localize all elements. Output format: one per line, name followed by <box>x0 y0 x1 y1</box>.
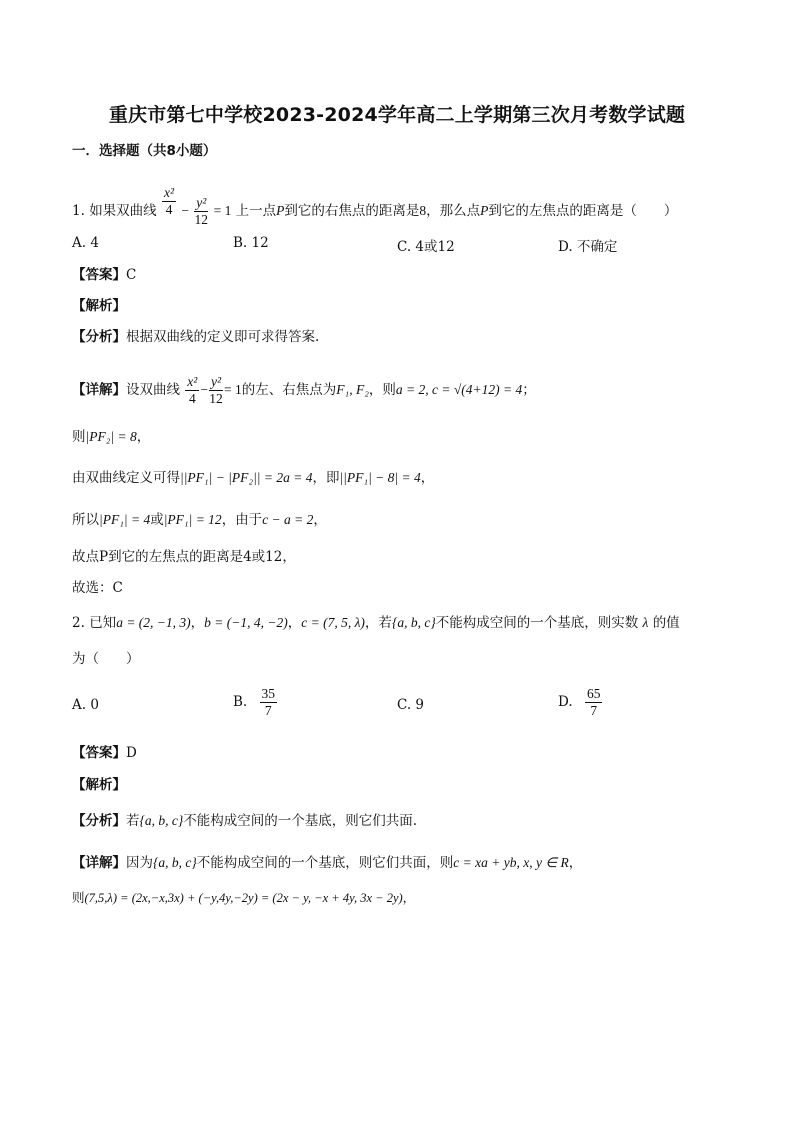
q1-line3-pre: 由双曲线定义可得 <box>72 470 180 486</box>
q1-xiangjie-line6: 故选：C <box>72 580 123 596</box>
q1-frac-x <box>162 185 176 218</box>
q2-last-line <box>72 889 415 907</box>
q1-option-d: D. 不确定 <box>558 239 618 255</box>
section-heading: 一．选择题（共8小题） <box>72 143 217 159</box>
q2-option-d-den: 7 <box>590 703 598 718</box>
q2-option-b-den: 7 <box>264 703 272 718</box>
q2-fenxi-end: 不能构成空间的一个基底，则它们共面. <box>183 813 418 829</box>
q1-line4-mid: ，由于 <box>221 512 263 528</box>
q1-line3-mid: ，即 <box>312 470 340 486</box>
q1-answer <box>72 266 136 284</box>
q1-xiangjie-line3 <box>72 469 434 487</box>
q2-xj-set: {a, b, c} <box>153 855 197 870</box>
q1-eight: 8 <box>419 203 427 218</box>
q1-xj-frac-x <box>185 374 199 407</box>
q1-xj-frac-y <box>209 374 223 407</box>
q1-xj1-post: 的左、右焦点为 <box>241 382 337 398</box>
q1-frac-y <box>194 195 208 228</box>
q1-option-c: C. 4或12 <box>397 239 455 255</box>
q1-xj-frac-y-num: y² <box>210 374 222 389</box>
q1-xj-frac-x-num: x² <box>187 374 198 389</box>
q2-option-c: C. 9 <box>397 697 425 713</box>
q1-answer-value: C <box>126 267 137 283</box>
q1-line4-math1: |PF₁| = 4 <box>99 512 151 527</box>
q1-stem-mid: 上一点 <box>235 203 277 219</box>
q2-option-d-num: 65 <box>586 686 601 701</box>
q2-fenxi <box>72 812 417 830</box>
q1-option-b: B. 12 <box>233 235 269 251</box>
q1-eq: = 1 <box>213 203 232 218</box>
q1-option-a: A. 4 <box>72 235 99 251</box>
q1-frac-y-den: 12 <box>194 212 209 227</box>
q2-last-pre: 则 <box>72 890 85 905</box>
q2-vector-a: a = (2, −1, 3) <box>116 615 191 630</box>
q2-option-b-num: 35 <box>261 686 276 701</box>
q2-xj-end: ， <box>568 855 583 871</box>
q2-stem-end: 不能构成空间的一个基底，则实数 <box>435 615 639 631</box>
q2-answer <box>72 744 137 762</box>
q1-xj-frac-x-den: 4 <box>188 391 196 406</box>
q1-number: 1. <box>72 203 85 219</box>
q2-answer-value: D <box>126 745 137 761</box>
q2-vector-c: c = (7, 5, λ) <box>301 615 365 630</box>
q1-line4-math3: c − a = 2 <box>262 512 314 527</box>
q2-analysis-tag: 【解析】 <box>72 777 126 793</box>
q2-fenxi-set: {a, b, c} <box>139 813 184 828</box>
q1-frac-x-num: x² <box>163 185 175 200</box>
q2-sep1: ， <box>190 615 205 631</box>
q1-line4-pre: 所以 <box>72 512 99 528</box>
q1-analysis-tag: 【解析】 <box>72 298 126 314</box>
q1-fenxi-text: 根据双曲线的定义即可求得答案. <box>126 329 320 345</box>
q1-answer-tag: 【答案】 <box>72 267 126 283</box>
q2-stem-line2: 为（ ） <box>72 651 140 667</box>
q1-xiangjie-line1 <box>72 374 536 407</box>
q1-line3-math1: ||PF₁| − |PF₂|| = 2a = 4 <box>180 470 313 485</box>
q2-option-b-label: B. <box>233 694 248 710</box>
q2-sep2: ， <box>287 615 302 631</box>
q2-last-end: ， <box>402 890 416 905</box>
q2-number: 2. <box>72 615 85 631</box>
q1-xiangjie-line4 <box>72 511 327 529</box>
q1-line2-pre: 则 <box>72 429 86 445</box>
q2-xj-math: c = xa + yb, x, y ∈ R <box>453 855 569 870</box>
q2-xj-mid: 不能构成空间的一个基底，则它们共面，则 <box>196 855 454 871</box>
q1-minus: − <box>181 203 189 218</box>
q2-vector-set: {a, b, c} <box>391 615 436 630</box>
q1-fenxi-tag: 【分析】 <box>72 329 126 345</box>
q1-frac-y-num: y² <box>196 195 207 210</box>
q1-xiangjie-line5: 故点P到它的左焦点的距离是4或12， <box>72 549 296 565</box>
q1-xj-eq: = 1 <box>224 382 242 397</box>
q2-lambda: λ <box>642 615 649 630</box>
q2-fenxi-tag: 【分析】 <box>72 813 126 829</box>
q1-xj1-then: ，则 <box>368 382 396 398</box>
q1-line3-math2: ||PF₁| − 8| = 4 <box>339 470 421 485</box>
q2-option-a: A. 0 <box>72 697 99 713</box>
q1-line2-end: ， <box>136 429 151 445</box>
q1-line3-end: ， <box>420 470 435 486</box>
q2-answer-tag: 【答案】 <box>72 745 126 761</box>
q2-option-b <box>233 686 278 719</box>
q2-option-d-frac <box>585 686 603 719</box>
q1-stem-mid3: ，那么点 <box>426 203 481 219</box>
q2-xiangjie <box>72 854 582 872</box>
q1-line4-math2: |PF₁| = 12 <box>163 512 222 527</box>
q1-frac-x-den: 4 <box>165 202 173 217</box>
q1-xj1-end: ； <box>522 382 536 398</box>
q1-xj1-math: a = 2, c = √(4+12) = 4 <box>395 382 523 397</box>
q2-stem-mid: ，若 <box>364 615 392 631</box>
q2-stem <box>72 614 680 632</box>
q2-stem-pre: 已知 <box>89 615 117 631</box>
q1-xiangjie-tag: 【详解】 <box>72 382 126 398</box>
q1-point-p2: P <box>480 203 489 218</box>
q2-option-d <box>558 686 603 719</box>
q1-line2-math: |PF₂| = 8 <box>85 429 137 444</box>
q2-option-b-frac <box>260 686 278 719</box>
q2-xiangjie-tag: 【详解】 <box>72 855 126 871</box>
q1-point-p: P <box>276 203 285 218</box>
q1-line4-or: 或 <box>150 512 164 528</box>
q1-xj-frac-y-den: 12 <box>209 391 223 406</box>
q2-last-math: (7,5,λ) = (2x,−x,3x) + (−y,4y,−2y) = (2x − y, −x + 4y, 3x − 2y) <box>84 891 403 905</box>
q2-xj-pre: 因为 <box>126 855 153 871</box>
q2-option-d-label: D. <box>558 694 573 710</box>
q1-fenxi <box>72 328 319 346</box>
q1-stem <box>72 185 678 228</box>
q1-xiangjie-line2 <box>72 428 150 446</box>
q1-stem-end: 到它的左焦点的距离是（ ） <box>488 203 678 219</box>
page-title: 重庆市第七中学校2023-2024学年高二上学期第三次月考数学试题 <box>108 104 686 126</box>
q2-stem-end2: 的值 <box>652 615 680 631</box>
q1-xj1-foci: F₁, F₂ <box>336 382 369 397</box>
q1-xj-minus: − <box>200 382 208 397</box>
q2-vector-b: b = (−1, 4, −2) <box>204 615 288 630</box>
q1-stem-pre: 如果双曲线 <box>89 203 157 219</box>
q1-line4-end: ， <box>313 512 327 528</box>
q1-stem-mid2: 到它的右焦点的距离是 <box>284 203 420 219</box>
q1-xj1-pre: 设双曲线 <box>126 382 180 398</box>
q2-fenxi-pre: 若 <box>126 813 140 829</box>
